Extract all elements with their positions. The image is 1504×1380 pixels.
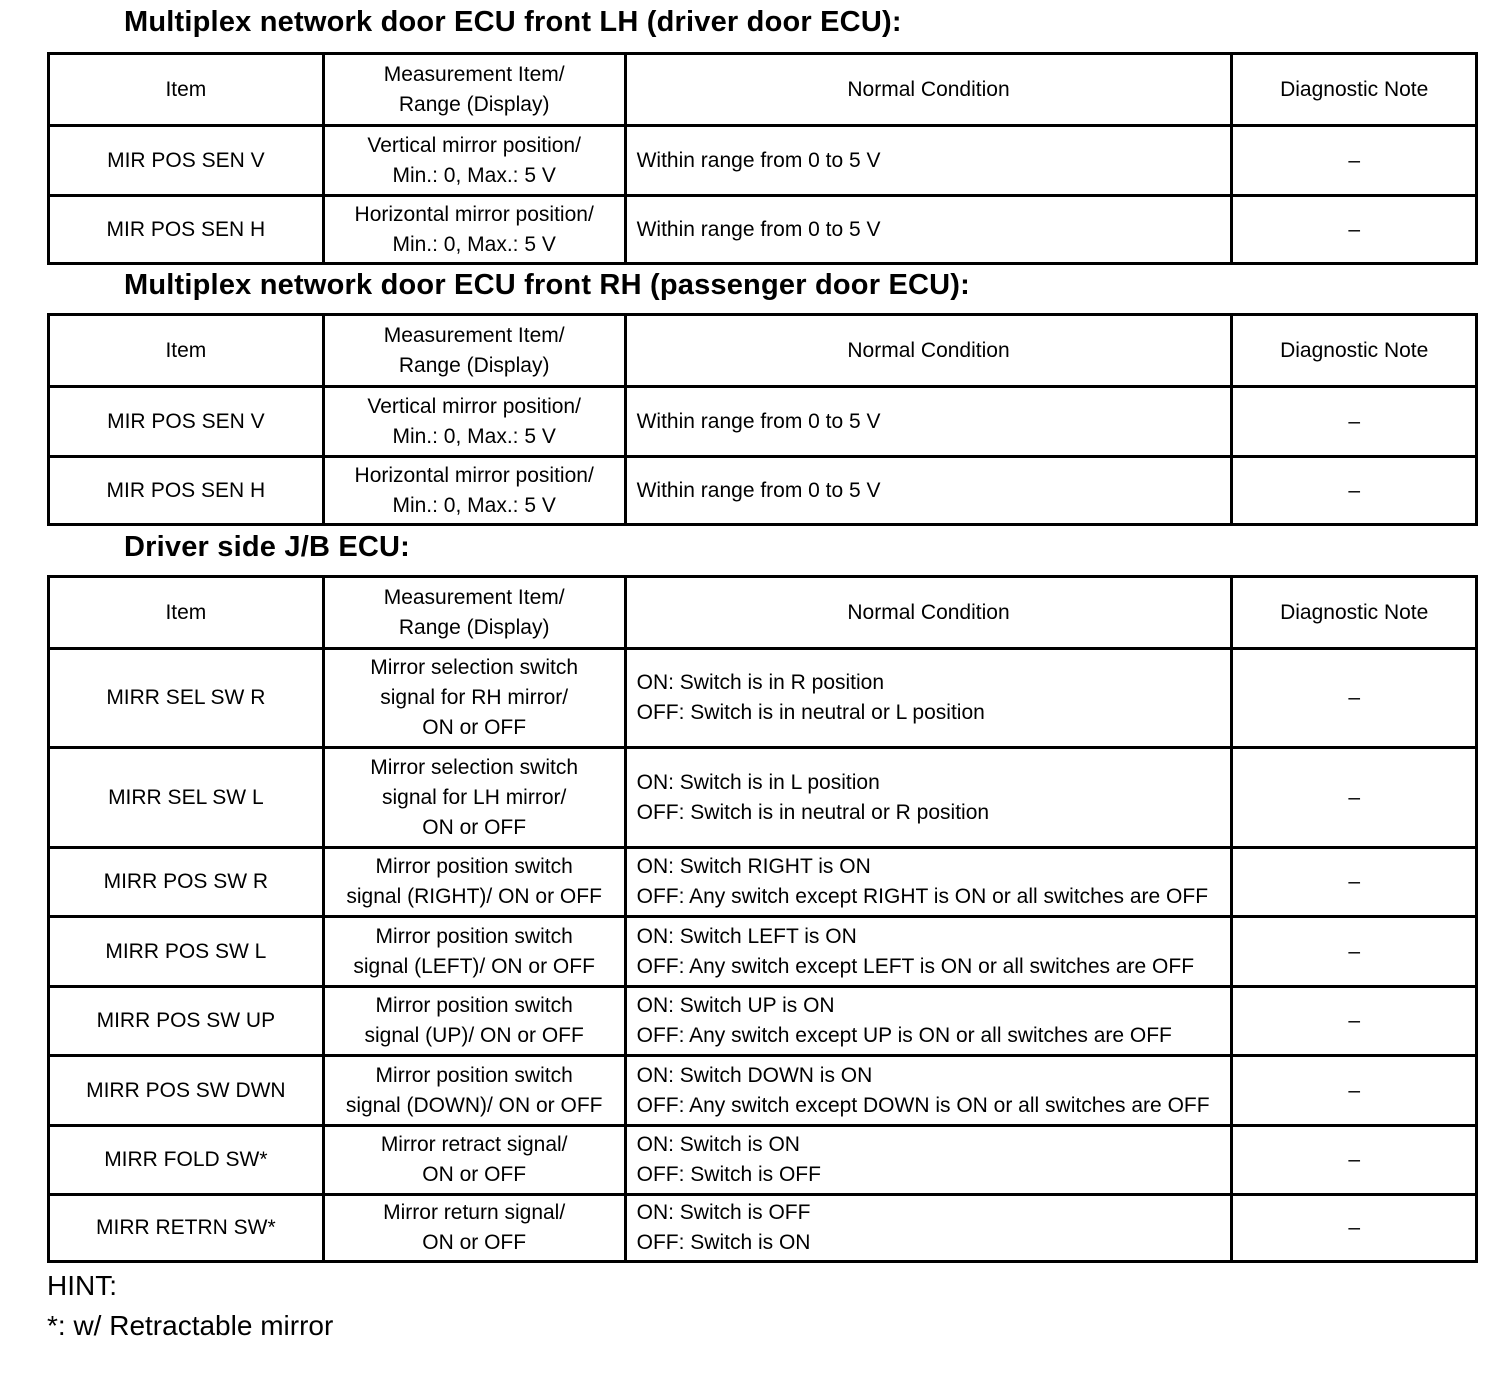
condition-cell: Within range from 0 to 5 V <box>625 457 1232 525</box>
table-row <box>49 387 1477 457</box>
table-row <box>49 1126 1477 1195</box>
header-measurement: Measurement Item/ Range (Display) <box>323 54 625 126</box>
measurement-cell: Mirror position switch signal (RIGHT)/ ON or OFF <box>323 848 625 917</box>
note-cell: – <box>1232 196 1477 264</box>
header-measurement: Measurement Item/ Range (Display) <box>323 577 625 649</box>
condition-cell: ON: Switch is OFF OFF: Switch is ON <box>625 1195 1232 1262</box>
note-cell: – <box>1232 649 1477 748</box>
header-item: Item <box>49 315 324 387</box>
table-row <box>49 196 1477 264</box>
header-row <box>49 577 1477 649</box>
header-note: Diagnostic Note <box>1232 54 1477 126</box>
table-row <box>49 457 1477 525</box>
data-table <box>47 313 1478 526</box>
condition-cell: Within range from 0 to 5 V <box>625 196 1232 264</box>
measurement-cell: Mirror position switch signal (UP)/ ON or OFF <box>323 987 625 1056</box>
header-row <box>49 54 1477 126</box>
item-cell: MIR POS SEN V <box>49 387 324 457</box>
note-cell: – <box>1232 1195 1477 1262</box>
measurement-cell: Mirror selection switch signal for LH mirror/ ON or OFF <box>323 748 625 848</box>
condition-cell: ON: Switch is ON OFF: Switch is OFF <box>625 1126 1232 1195</box>
table-row <box>49 1195 1477 1262</box>
data-table <box>47 575 1478 1263</box>
note-cell: – <box>1232 987 1477 1056</box>
section-title: Multiplex network door ECU front LH (driver door ECU): <box>124 6 902 38</box>
table-row <box>49 126 1477 196</box>
measurement-cell: Mirror retract signal/ ON or OFF <box>323 1126 625 1195</box>
header-item: Item <box>49 577 324 649</box>
measurement-cell: Vertical mirror position/ Min.: 0, Max.: 5 V <box>323 387 625 457</box>
section-title: Driver side J/B ECU: <box>124 531 411 563</box>
measurement-cell: Horizontal mirror position/ Min.: 0, Max.: 5 V <box>323 196 625 264</box>
condition-cell: ON: Switch LEFT is ON OFF: Any switch except LEFT is ON or all switches are OFF <box>625 917 1232 987</box>
note-cell: – <box>1232 457 1477 525</box>
table-row <box>49 917 1477 987</box>
header-item: Item <box>49 54 324 126</box>
table-row <box>49 848 1477 917</box>
item-cell: MIRR SEL SW R <box>49 649 324 748</box>
measurement-cell: Horizontal mirror position/ Min.: 0, Max.: 5 V <box>323 457 625 525</box>
table-row <box>49 649 1477 748</box>
header-row <box>49 315 1477 387</box>
section-title: Multiplex network door ECU front RH (passenger door ECU): <box>124 269 970 301</box>
header-condition: Normal Condition <box>625 577 1232 649</box>
table-row <box>49 1056 1477 1126</box>
item-cell: MIR POS SEN H <box>49 196 324 264</box>
measurement-cell: Mirror selection switch signal for RH mirror/ ON or OFF <box>323 649 625 748</box>
header-condition: Normal Condition <box>625 54 1232 126</box>
condition-cell: ON: Switch is in R position OFF: Switch is in neutral or L position <box>625 649 1232 748</box>
item-cell: MIRR SEL SW L <box>49 748 324 848</box>
condition-cell: ON: Switch DOWN is ON OFF: Any switch except DOWN is ON or all switches are OFF <box>625 1056 1232 1126</box>
hint-text: *: w/ Retractable mirror <box>47 1310 334 1341</box>
note-cell: – <box>1232 848 1477 917</box>
data-table <box>47 52 1478 265</box>
note-cell: – <box>1232 1126 1477 1195</box>
note-cell: – <box>1232 1056 1477 1126</box>
header-note: Diagnostic Note <box>1232 577 1477 649</box>
item-cell: MIRR RETRN SW* <box>49 1195 324 1262</box>
note-cell: – <box>1232 126 1477 196</box>
item-cell: MIRR POS SW R <box>49 848 324 917</box>
measurement-cell: Mirror position switch signal (LEFT)/ ON or OFF <box>323 917 625 987</box>
condition-cell: Within range from 0 to 5 V <box>625 126 1232 196</box>
item-cell: MIR POS SEN V <box>49 126 324 196</box>
table-row <box>49 748 1477 848</box>
header-condition: Normal Condition <box>625 315 1232 387</box>
measurement-cell: Vertical mirror position/ Min.: 0, Max.: 5 V <box>323 126 625 196</box>
note-cell: – <box>1232 387 1477 457</box>
condition-cell: ON: Switch UP is ON OFF: Any switch except UP is ON or all switches are OFF <box>625 987 1232 1056</box>
table-row <box>49 987 1477 1056</box>
header-note: Diagnostic Note <box>1232 315 1477 387</box>
header-measurement: Measurement Item/ Range (Display) <box>323 315 625 387</box>
item-cell: MIRR FOLD SW* <box>49 1126 324 1195</box>
condition-cell: Within range from 0 to 5 V <box>625 387 1232 457</box>
item-cell: MIR POS SEN H <box>49 457 324 525</box>
measurement-cell: Mirror return signal/ ON or OFF <box>323 1195 625 1262</box>
item-cell: MIRR POS SW L <box>49 917 324 987</box>
condition-cell: ON: Switch is in L position OFF: Switch is in neutral or R position <box>625 748 1232 848</box>
note-cell: – <box>1232 917 1477 987</box>
hint-label: HINT: <box>47 1270 117 1301</box>
item-cell: MIRR POS SW UP <box>49 987 324 1056</box>
measurement-cell: Mirror position switch signal (DOWN)/ ON or OFF <box>323 1056 625 1126</box>
condition-cell: ON: Switch RIGHT is ON OFF: Any switch except RIGHT is ON or all switches are OFF <box>625 848 1232 917</box>
item-cell: MIRR POS SW DWN <box>49 1056 324 1126</box>
note-cell: – <box>1232 748 1477 848</box>
